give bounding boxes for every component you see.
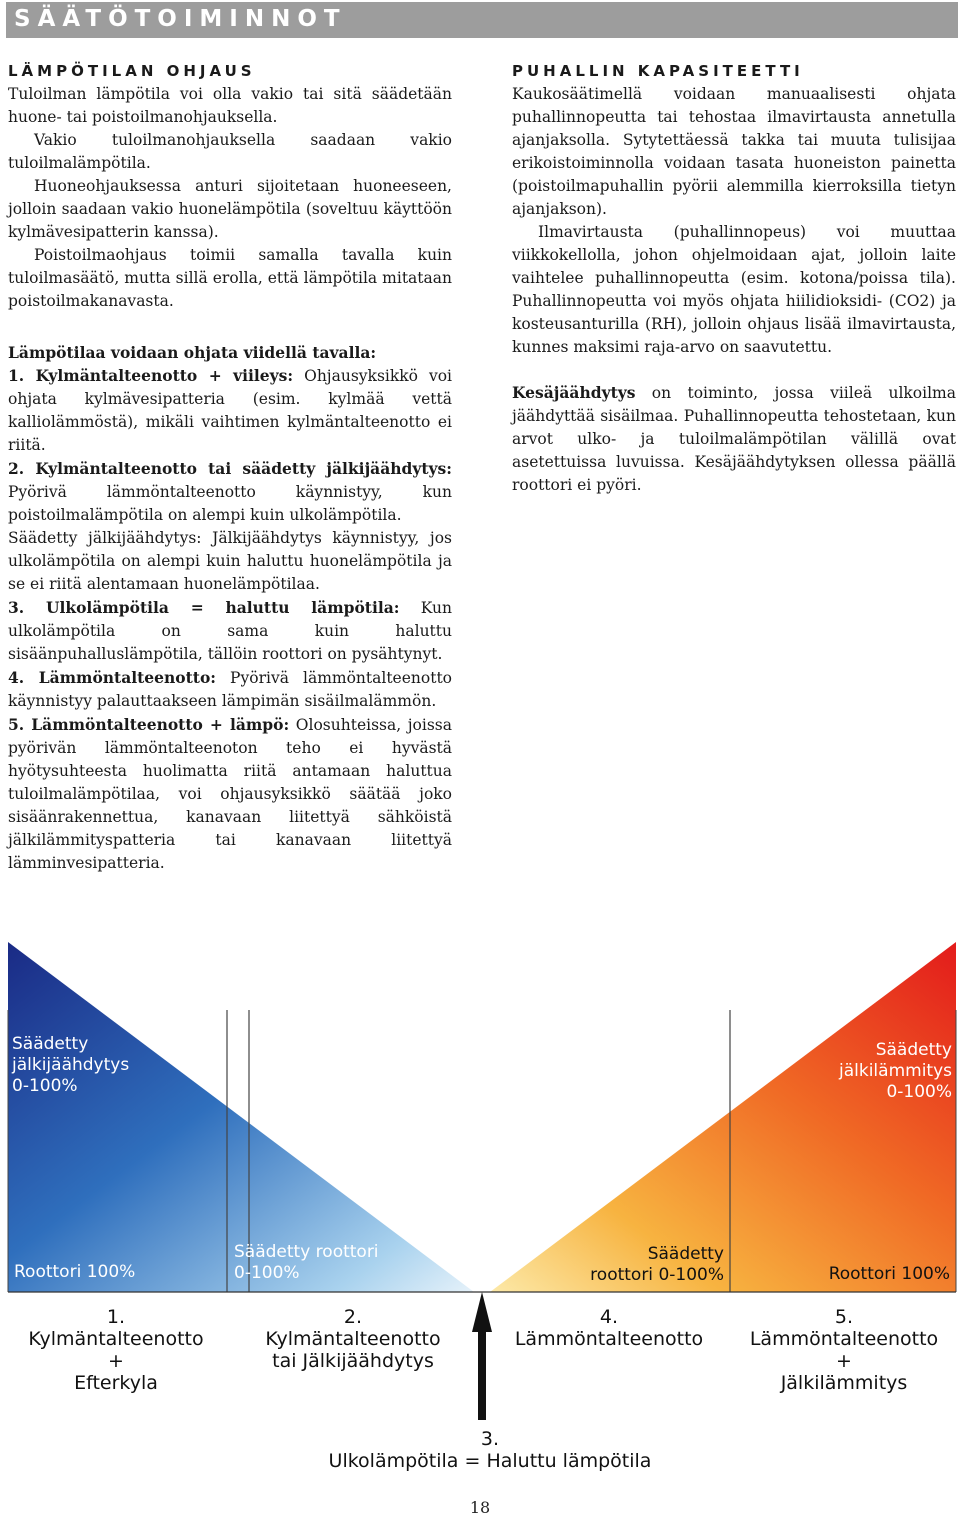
mode-label-line: tai Jälkijäähdytys <box>272 1350 434 1372</box>
mode-item-text: Ohjausyksikkö voi ohjata kylmävesipatteria (esim. kylmää vettä kalliolämmöstä), mikäli vaihtimen kylmäntalteenotto ei riitä. <box>8 367 452 454</box>
paragraph: Vakio tuloilmanohjauksella saadaan vakio tuloilmalämpötila. <box>8 131 452 172</box>
cooling-title <box>12 1034 129 1097</box>
mode-label-line: Ulkolämpötila = Haluttu lämpötila <box>328 1450 652 1472</box>
summer-cooling-text: on toiminto, jossa viileä ulkoilma jäähdyttää sisäilmaa. Puhallinnopeutta tehostetaan, kun arvot ulko- ja tuloilmalämpötilan välillä ovat asetettuissa luvuissa. Kesäjäähdytyksen ollessa päällä roottori ei pyöri. <box>512 384 956 494</box>
mode-item-2 <box>8 457 452 527</box>
temperature-control-heading: LÄMPÖTILAN OHJAUS <box>8 62 256 80</box>
mode-2-label <box>238 1306 468 1372</box>
mode-number: 3. <box>480 1428 500 1450</box>
paragraph: Kaukosäätimellä voidaan manuaalisesti ohjata puhallinnopeutta tai tehostaa ilmavirtausta annetulla ajanjaksolla. Sytytettäessä takka tai muuta tulisijaa erikoistoiminnolla voidaan tasata huoneiston painetta (poistoilmapuhallin pyörii alemmilla kierroksilla tietyn ajanjakson). <box>512 85 956 218</box>
mode-item-text: Pyörivä lämmöntalteenotto käynnistyy, kun poistoilmalämpötila on alempi kuin ulkolämpötila. <box>8 483 452 524</box>
mode-label-line: + <box>836 1350 852 1372</box>
fan-capacity-heading: PUHALLIN KAPASITEETTI <box>512 62 804 80</box>
paragraph: Ilmavirtausta (puhallinnopeus) voi muuttaa viikkokellolla, johon ohjelmoidaan ajat, jolloin laite vaihtelee puhallinnopeutta (esim. kotona/poissa tila). Puhallinnopeutta voi myös ohjata hiilidioksidi- (CO2) ja kosteusanturilla (RH), jolloin ohjaus lisää ilmavirtausta, kunnes maksimi raja-arvo on saavutettu. <box>512 223 956 356</box>
heating-title-line: jälkilämmitys <box>839 1061 952 1081</box>
mode-label-line: Lämmöntalteenotto <box>514 1328 704 1350</box>
mode-item-lead: 4. Lämmöntalteenotto: <box>8 668 217 687</box>
mode-item-text: Säädetty jälkijäähdytys: Jälkijäähdytys käynnistyy, jos ulkolämpötila on alempi kuin haluttu huonelämpötila ja se ei riitä alentamaan huonelämpötilaa. <box>8 529 452 593</box>
rotor-adjusted-label-2 <box>234 1242 379 1284</box>
mode-item-text: Olosuhteissa, joissa pyörivän lämmöntalteenoton teho ei hyvästä hyötysuhteesta huolimatta riitä antamaan haluttua tuloilmalämpötilaa, voi ohjausyksikkö säätää joko sisäänrakennettua, kanavaan liitettyä sähköistä jälkilämmityspatteria tai kanavaan liitettyä lämminvesipatteria. <box>8 716 452 872</box>
rotor-full-label-1: Roottori 100% <box>14 1262 136 1282</box>
heating-title-line: 0-100% <box>886 1082 952 1102</box>
cooling-title-line: jälkijäähdytys <box>12 1055 130 1075</box>
heating-triangle <box>490 942 956 1292</box>
mode-label-line: + <box>108 1350 124 1372</box>
cooling-title-line: Säädetty <box>12 1034 89 1054</box>
paragraph: Poistoilmaohjaus toimii samalla tavalla kuin tuloilmasäätö, mutta sillä erolla, että lämpötila mitataan poistoilmakanavasta. <box>8 246 452 310</box>
mode-number: 4. <box>599 1306 619 1328</box>
mode-item-lead: 2. Kylmäntalteenotto tai säädetty jälkijäähdytys: <box>8 459 452 478</box>
mode-1-label <box>0 1306 232 1394</box>
cooling-triangle <box>8 942 474 1292</box>
mode-5-label <box>728 1306 960 1394</box>
right-column <box>512 60 956 497</box>
mode-3-label <box>280 1428 700 1472</box>
rotor-adjusted-line: 0-100% <box>234 1263 300 1283</box>
mode-4-label <box>496 1306 722 1350</box>
mode-item-lead: 1. Kylmäntalteenotto + viileys: <box>8 366 294 385</box>
section-title-bar <box>6 2 958 38</box>
modes-subheading: Lämpötilaa voidaan ohjata viidellä tavalla: <box>8 343 377 362</box>
mode-item-4 <box>8 666 452 713</box>
summer-cooling-paragraph <box>512 381 956 497</box>
mode-label-line: Lämmöntalteenotto <box>749 1328 939 1350</box>
page-number: 18 <box>469 1498 491 1517</box>
heating-title-line: Säädetty <box>875 1040 952 1060</box>
control-modes-diagram <box>0 920 960 1520</box>
cooling-title-line: 0-100% <box>12 1076 78 1096</box>
mode-number: 1. <box>106 1306 126 1328</box>
balance-arrow-head <box>472 1292 492 1332</box>
mode-number: 2. <box>343 1306 363 1328</box>
paragraph: Tuloilman lämpötila voi olla vakio tai sitä säädetään huone- tai poistoilmanohjauksella. <box>8 85 452 126</box>
mode-item-text: Kun ulkolämpötila on sama kuin haluttu sisäänpuhalluslämpötila, tällöin roottori on pysähtynyt. <box>8 599 452 663</box>
rotor-adjusted-line: roottori 0-100% <box>590 1265 724 1285</box>
rotor-adjusted-line: Säädetty <box>647 1244 724 1264</box>
balance-arrow-shaft <box>478 1328 486 1420</box>
heating-title <box>839 1040 952 1103</box>
mode-item-lead: 5. Lämmöntalteenotto + lämpö: <box>8 715 290 734</box>
summer-cooling-term: Kesäjäähdytys <box>512 383 636 402</box>
paragraph: Huoneohjauksessa anturi sijoitetaan huoneeseen, jolloin saadaan vakio huonelämpötila (soveltuu käyttöön kylmävesipatterin kanssa). <box>8 177 452 241</box>
mode-label-line: Jälkilämmitys <box>780 1372 908 1394</box>
mode-label-line: Efterkyla <box>74 1372 158 1394</box>
mode-label-line: Kylmäntalteenotto <box>265 1328 441 1350</box>
rotor-adjusted-line: Säädetty roottori <box>234 1242 379 1262</box>
mode-item-2-cont <box>8 527 452 596</box>
left-column <box>8 60 452 875</box>
mode-item-3 <box>8 596 452 666</box>
section-title: SÄÄTÖTOIMINNOT <box>14 6 347 32</box>
mode-number: 5. <box>834 1306 854 1328</box>
rotor-adjusted-label-4 <box>560 1244 724 1286</box>
mode-item-text: Pyörivä lämmöntalteenotto käynnistyy palauttaakseen lämpimän sisäilmalämmön. <box>8 669 453 710</box>
mode-item-lead: 3. Ulkolämpötila = haluttu lämpötila: <box>8 598 400 617</box>
mode-label-line: Kylmäntalteenotto <box>28 1328 204 1350</box>
rotor-full-label-5: Roottori 100% <box>828 1264 950 1284</box>
mode-item-1 <box>8 364 452 457</box>
mode-item-5 <box>8 713 452 875</box>
